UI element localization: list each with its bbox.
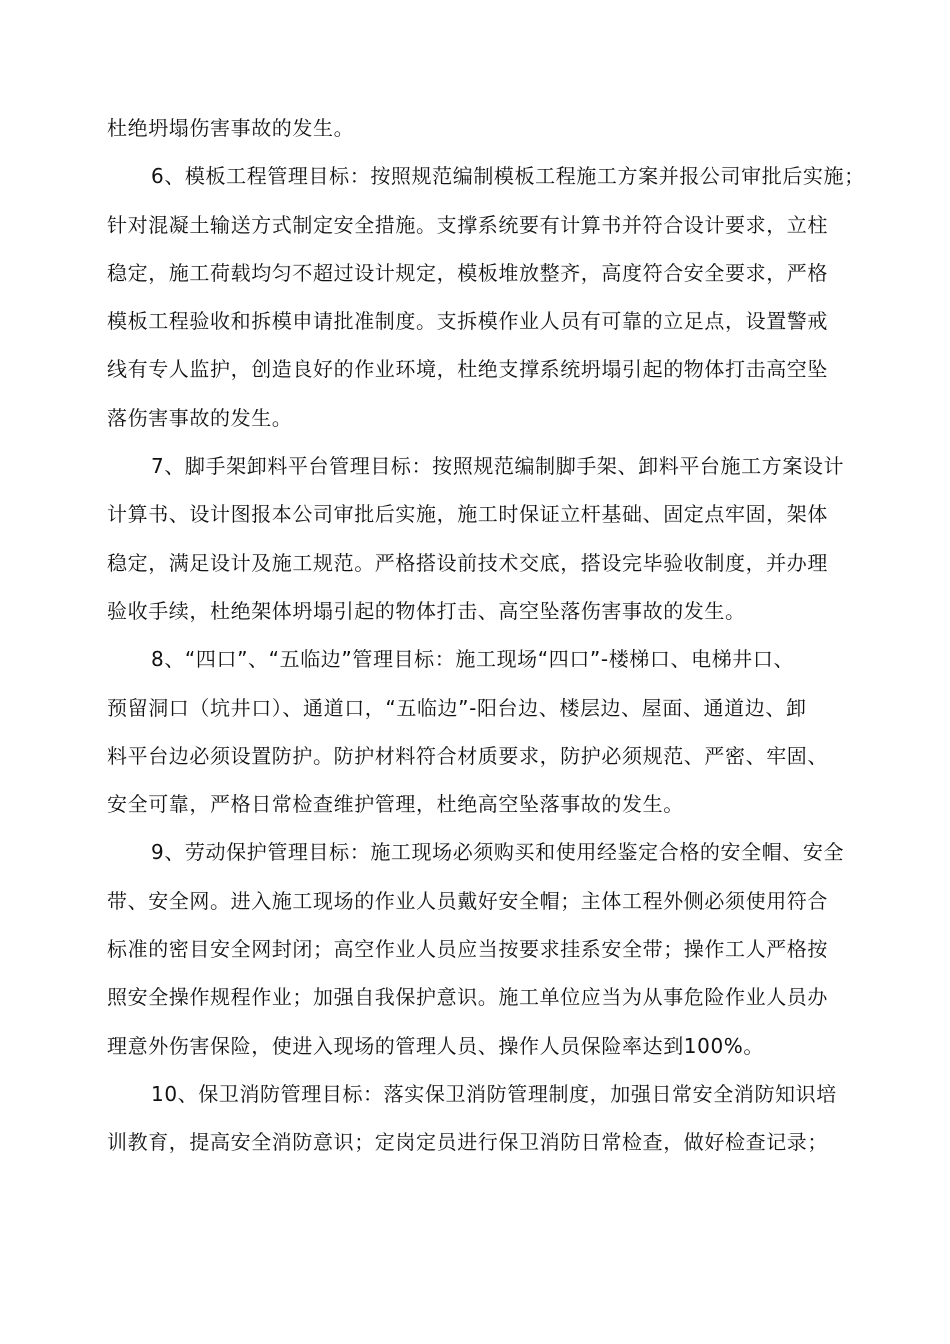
text-line: 落伤害事故的发生。 <box>107 405 293 430</box>
text-line: 训教育，提高安全消防意识；定岗定员进行保卫消防日常检查，做好检查记录； <box>107 1130 828 1155</box>
text-line: 针对混凝土输送方式制定安全措施。支撑系统要有计算书并符合设计要求，立柱 <box>107 212 828 237</box>
text-line: 模板工程验收和拆模申请批准制度。支拆模作业人员有可靠的立足点，设置警戒 <box>107 309 828 334</box>
text-line: 6、模板工程管理目标：按照规范编制模板工程施工方案并报公司审批后实施； <box>151 164 865 189</box>
text-line: 标准的密目安全网封闭；高空作业人员应当按要求挂系安全带；操作工人严格按 <box>107 937 828 962</box>
text-line: 照安全操作规程作业；加强自我保护意识。施工单位应当为从事危险作业人员办 <box>107 985 828 1010</box>
text-line: 稳定，施工荷载均匀不超过设计规定，模板堆放整齐，高度符合安全要求，严格 <box>107 260 828 285</box>
text-line: 8、“四口”、“五临边”管理目标：施工现场“四口”-楼梯口、电梯井口、 <box>151 647 795 672</box>
text-line: 线有专人监护，创造良好的作业环境，杜绝支撑系统坍塌引起的物体打击高空坠 <box>107 357 828 382</box>
text-line: 杜绝坍塌伤害事故的发生。 <box>107 116 355 140</box>
text-line: 7、脚手架卸料平台管理目标：按照规范编制脚手架、卸料平台施工方案设计 <box>151 454 845 479</box>
text-line: 9、劳动保护管理目标：施工现场必须购买和使用经鉴定合格的安全帽、安全 <box>151 840 845 865</box>
document-body <box>107 104 871 1167</box>
text-line: 验收手续，杜绝架体坍塌引起的物体打击、高空坠落伤害事故的发生。 <box>107 598 746 623</box>
text-line: 10、保卫消防管理目标：落实保卫消防管理制度，加强日常安全消防知识培 <box>151 1081 837 1106</box>
text-line: 计算书、设计图报本公司审批后实施，施工时保证立杆基础、固定点牢固，架体 <box>107 502 828 527</box>
text-line: 安全可靠，严格日常检查维护管理，杜绝高空坠落事故的发生。 <box>107 792 684 817</box>
text-line: 理意外伤害保险，使进入现场的管理人员、操作人员保险率达到100%。 <box>107 1033 764 1058</box>
text-line: 料平台边必须设置防护。防护材料符合材质要求，防护必须规范、严密、牢固、 <box>107 743 828 768</box>
text-line: 带、安全网。进入施工现场的作业人员戴好安全帽；主体工程外侧必须使用符合 <box>107 888 828 913</box>
text-line: 稳定，满足设计及施工规范。严格搭设前技术交底，搭设完毕验收制度，并办理 <box>107 550 828 575</box>
text-line: 预留洞口（坑井口）、通道口，“五临边”-阳台边、楼层边、屋面、通道边、卸 <box>107 695 807 720</box>
